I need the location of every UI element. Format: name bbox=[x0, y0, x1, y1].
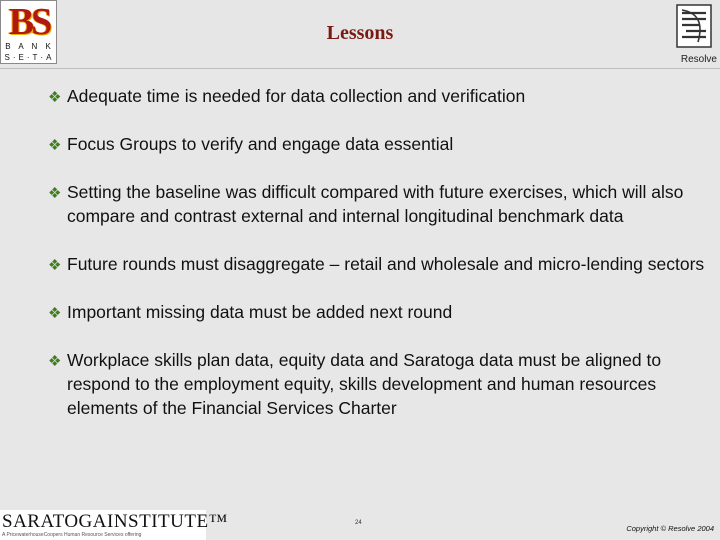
saratoga-institute-logo bbox=[0, 510, 228, 540]
bullet-text: Focus Groups to verify and engage data essential bbox=[67, 134, 454, 154]
diamond-bullet-icon: ❖ bbox=[48, 353, 62, 370]
diamond-bullet-icon: ❖ bbox=[48, 185, 62, 202]
bullet-item bbox=[48, 252, 708, 276]
page-number: 24 bbox=[355, 520, 362, 526]
copyright-text: Copyright © Resolve 2004 bbox=[626, 524, 714, 533]
bank-seta-logo-line2: S·E·T·A bbox=[4, 53, 55, 62]
bullet-item bbox=[48, 84, 708, 108]
bank-seta-logo-line1: B A N K bbox=[5, 42, 54, 51]
bullet-text: Important missing data must be added next round bbox=[67, 302, 453, 322]
bullet-list bbox=[48, 84, 708, 420]
bullet-text: Workplace skills plan data, equity data and Saratoga data must be aligned to respond to the employment equity, skills development and human resources elements of the Financial Services Charter bbox=[67, 350, 662, 418]
page-title: Lessons bbox=[326, 22, 394, 44]
diamond-bullet-icon: ❖ bbox=[48, 89, 62, 106]
bullet-text: Adequate time is needed for data collection and verification bbox=[67, 86, 526, 106]
header-divider bbox=[0, 68, 720, 69]
bullet-item bbox=[48, 180, 708, 228]
bullet-item bbox=[48, 300, 708, 324]
diamond-bullet-icon: ❖ bbox=[48, 137, 62, 154]
saratoga-tagline: A PricewaterhouseCoopers Human Resource Services offering bbox=[2, 532, 142, 538]
diamond-bullet-icon: ❖ bbox=[48, 305, 62, 322]
resolve-logo-label: Resolve bbox=[680, 54, 717, 65]
bullet-text: Setting the baseline was difficult compared with future exercises, which will also compare and contrast external and internal longitudinal benchmark data bbox=[67, 182, 684, 226]
bullet-item bbox=[48, 348, 708, 420]
bullet-item bbox=[48, 132, 708, 156]
saratoga-brand: SARATOGAINSTITUTE™ bbox=[2, 511, 228, 532]
bullet-text: Future rounds must disaggregate – retail and wholesale and micro-lending sectors bbox=[67, 254, 705, 274]
bank-seta-logo-letters: BS bbox=[8, 1, 50, 43]
resolve-logo-icon bbox=[676, 4, 712, 48]
diamond-bullet-icon: ❖ bbox=[48, 257, 62, 274]
